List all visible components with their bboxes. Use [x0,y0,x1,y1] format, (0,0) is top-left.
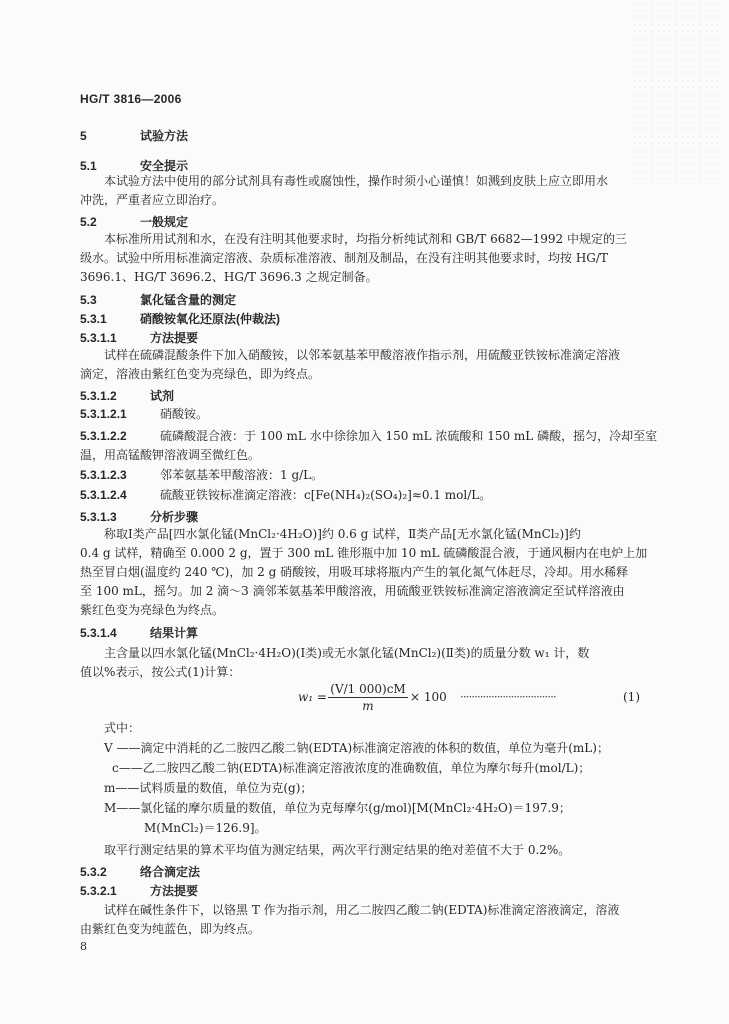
page-number: 8 [80,940,87,953]
section-5-3-1-3-heading: 5.3.1.3 分析步骤 [80,510,199,524]
paragraph-line: 主含量以四水氯化锰(MnCl₂·4H₂O)(Ⅰ类)或无水氯化锰(MnCl₂)(Ⅱ类)的质量分数 w₁ 计，数 [104,646,590,660]
formula-1: w₁ = $\frac{(V/1 000)cM}{m}$ × 100 ·································· (1) [298,682,640,713]
paragraph-line: 由紫红色变为纯蓝色，即为终点。 [80,922,261,936]
section-5-3-heading: 5.3 氯化锰含量的测定 [80,293,237,307]
variable-molar-mass-cont: M(MnCl₂)＝126.9]。 [144,821,267,835]
paragraph-line: 级水。试验中所用标准滴定溶液、杂质标准溶液、制剂及制品，在没有注明其他要求时，均按 HG/T [80,251,608,265]
section-5-3-1-heading: 5.3.1 硝酸铵氧化还原法(仲裁法) [80,312,280,326]
section-5-3-1-2-heading: 5.3.1.2 试剂 [80,389,175,403]
section-5-3-1-4-heading: 5.3.1.4 结果计算 [80,626,199,640]
section-5-3-2-1-heading: 5.3.2.1 方法提要 [80,884,199,898]
paragraph-line: 试样在碱性条件下，以铬黑 T 作为指示剂，用乙二胺四乙酸二钠(EDTA)标准滴定溶液滴定，溶液 [104,903,620,917]
section-5-3-2-heading: 5.3.2 络合滴定法 [80,865,201,879]
paragraph-line: 0.4 g 试样，精确至 0.000 2 g，置于 300 mL 锥形瓶中加 10 mL 硫磷酸混合液，于通风橱内在电炉上加 [80,546,648,560]
variable-molar-mass: M——氯化锰的摩尔质量的数值，单位为克每摩尔(g/mol)[M(MnCl₂·4H₂O)＝197.9； [104,801,571,815]
where-intro: 式中： [104,721,141,735]
scan-noise [631,0,721,180]
item-5-3-1-2-3: 5.3.1.2.3 邻苯氨基苯甲酸溶液：1 g/L。 [80,468,324,482]
paragraph-line: 热至冒白烟(温度约 240 ℃)，加 2 g 硝酸铵，用吸耳球将瓶内产生的氧化氮气体赶尽，冷却。用水稀释 [80,565,629,579]
paragraph-line: 值以%表示，按公式(1)计算： [80,665,241,679]
paragraph-line: 冲洗，严重者应立即治疗。 [80,193,225,207]
paragraph-line: 滴定，溶液由紫红色变为亮绿色，即为终点。 [80,367,321,381]
item-5-3-1-2-4: 5.3.1.2.4 硫酸亚铁铵标准滴定溶液：c[Fe(NH₄)₂(SO₄)₂]≈0.1 mol/L。 [80,488,492,502]
section-5-2-heading: 5.2 一般规定 [80,215,189,229]
paragraph-line: 试样在硫磷混酸条件下加入硝酸铵，以邻苯氨基苯甲酸溶液作指示剂，用硫酸亚铁铵标准滴定溶液 [104,348,621,362]
paragraph-line: 温，用高锰酸钾溶液调至微红色。 [80,448,261,462]
paragraph-line: 至 100 mL，摇匀。加 2 滴～3 滴邻苯氨基苯甲酸溶液，用硫酸亚铁铵标准滴定溶液滴定至试样溶液由 [80,584,625,598]
paragraph-line: 取平行测定结果的算术平均值为测定结果，两次平行测定结果的绝对差值不大于 0.2%。 [104,843,571,857]
section-5-heading: 5 试验方法 [80,129,189,143]
variable-m: m——试料质量的数值，单位为克(g)； [104,781,313,795]
paragraph-line: 本试验方法中使用的部分试剂具有毒性或腐蚀性，操作时须小心谨慎！如溅到皮肤上应立即用水 [104,174,609,188]
section-5-1-heading: 5.1 安全提示 [80,159,189,173]
paragraph-line: 称取Ⅰ类产品[四水氯化锰(MnCl₂·4H₂O)]约 0.6 g 试样，Ⅱ类产品[无水氯化锰(MnCl₂)]约 [104,527,581,541]
variable-c: c——乙二胺四乙酸二钠(EDTA)标准滴定溶液浓度的准确数值，单位为摩尔每升(mol/L)； [112,761,591,775]
paragraph-line: 本标准所用试剂和水，在没有注明其他要求时，均指分析纯试剂和 GB/T 6682—1992 中规定的三 [104,232,627,246]
formula-fraction: $\frac{(V/1 000)cM}{m}$ [328,682,408,713]
paragraph-line: 3696.1、HG/T 3696.2、HG/T 3696.3 之规定制备。 [80,270,378,284]
standard-header: HG/T 3816—2006 [80,92,182,106]
item-5-3-1-2-2: 5.3.1.2.2 硫磷酸混合液：于 100 mL 水中徐徐加入 150 mL 浓硫酸和 150 mL 磷酸，摇匀，冷却至室 [80,429,658,443]
variable-v: V ——滴定中消耗的乙二胺四乙酸二钠(EDTA)标准滴定溶液的体积的数值，单位为毫升(mL)； [104,741,609,755]
item-5-3-1-2-1: 5.3.1.2.1 硝酸铵。 [80,407,209,421]
section-5-3-1-1-heading: 5.3.1.1 方法提要 [80,331,199,345]
paragraph-line: 紫红色变为亮绿色为终点。 [80,603,225,617]
